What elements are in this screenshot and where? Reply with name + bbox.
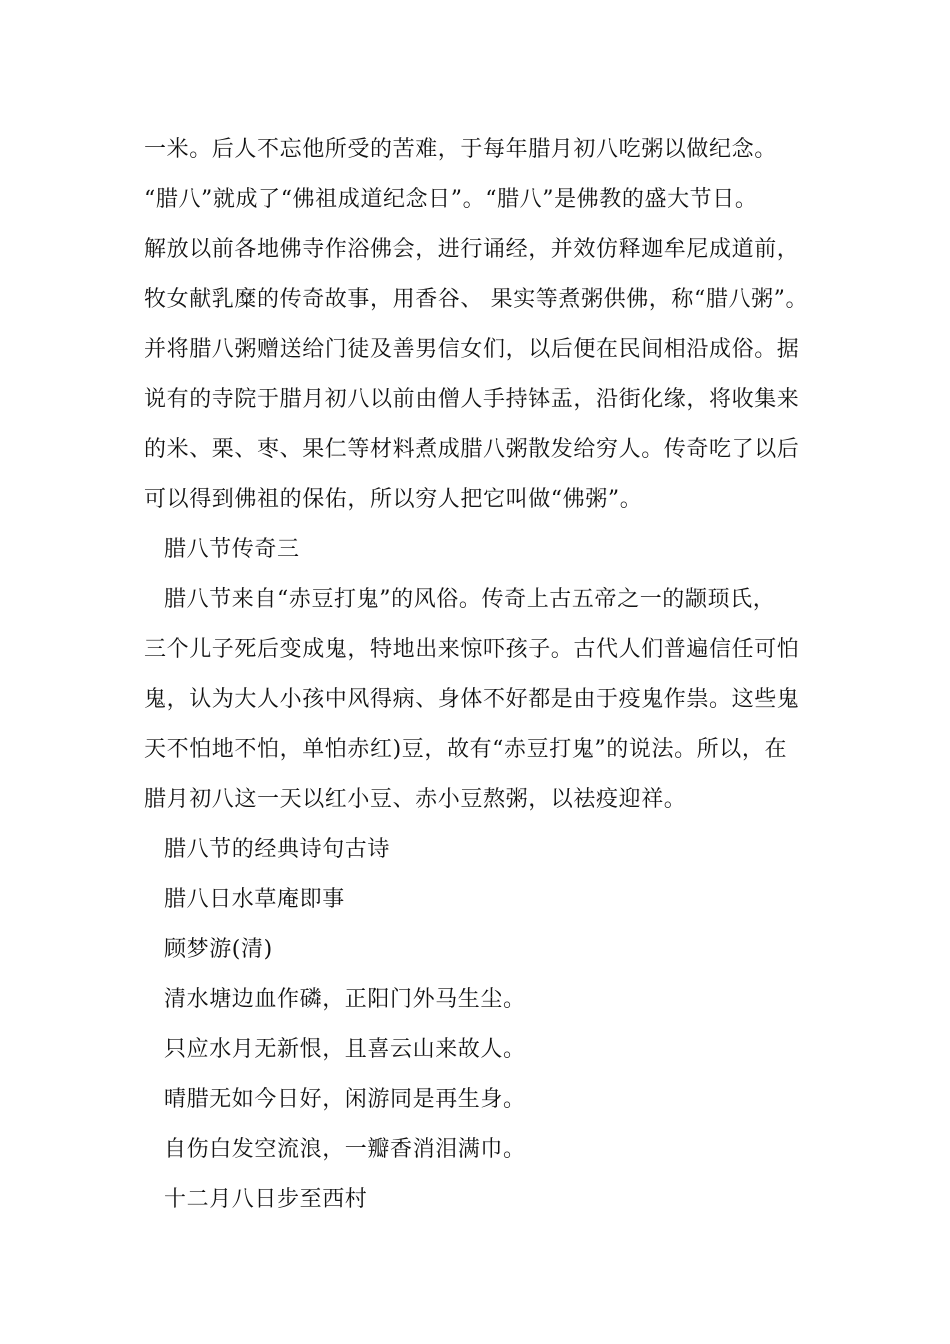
paragraph-line: 腊月初八这一天以红小豆、赤小豆熬粥，以祛疫迎祥。 — [144, 787, 687, 812]
section-heading: 腊八节传奇三 — [164, 537, 300, 562]
poem-line: 清水塘边血作磷，正阳门外马生尘。 — [164, 987, 526, 1012]
paragraph-line: 天不怕地不怕，单怕赤红)豆，故有“赤豆打鬼”的说法。所以，在 — [144, 737, 788, 762]
paragraph-line: 腊八节来自“赤豆打鬼”的风俗。传奇上古五帝之一的颛顼氏， — [164, 587, 776, 612]
poem-line: 只应水月无新恨，且喜云山来故人。 — [164, 1037, 526, 1062]
poem-title: 十二月八日步至西村 — [164, 1187, 368, 1212]
paragraph-line: “腊八”就成了“佛祖成道纪念日”。“腊八”是佛教的盛大节日。 — [144, 187, 758, 212]
paragraph-line: 三个儿子死后变成鬼，特地出来惊吓孩子。古代人们普遍信任可怕 — [144, 637, 800, 662]
paragraph-line: 鬼，认为大人小孩中风得病、身体不好都是由于疫鬼作祟。这些鬼 — [144, 687, 800, 712]
poem-line: 晴腊无如今日好，闲游同是再生身。 — [164, 1087, 526, 1112]
paragraph-line: 一米。后人不忘他所受的苦难，于每年腊月初八吃粥以做纪念。 — [144, 137, 777, 162]
paragraph-line: 的米、栗、枣、果仁等材料煮成腊八粥散发给穷人。传奇吃了以后 — [144, 437, 800, 462]
paragraph-line: 可以得到佛祖的保佑，所以穷人把它叫做“佛粥”。 — [144, 487, 643, 512]
paragraph-line: 解放以前各地佛寺作浴佛会，进行诵经，并效仿释迦牟尼成道前， — [144, 237, 800, 262]
poem-author: 顾梦游(清) — [164, 937, 273, 962]
paragraph-line: 牧女献乳糜的传奇故事，用香谷、 果实等煮粥供佛，称“腊八粥”。 — [144, 287, 809, 312]
poem-line: 自伤白发空流浪，一瓣香消泪满巾。 — [164, 1137, 526, 1162]
section-heading: 腊八节的经典诗句古诗 — [164, 837, 391, 862]
paragraph-line: 并将腊八粥赠送给门徒及善男信女们，以后便在民间相沿成俗。据 — [144, 337, 800, 362]
paragraph-line: 说有的寺院于腊月初八以前由僧人手持钵盂，沿街化缘，将收集来 — [144, 387, 800, 412]
poem-title: 腊八日水草庵即事 — [164, 887, 345, 912]
